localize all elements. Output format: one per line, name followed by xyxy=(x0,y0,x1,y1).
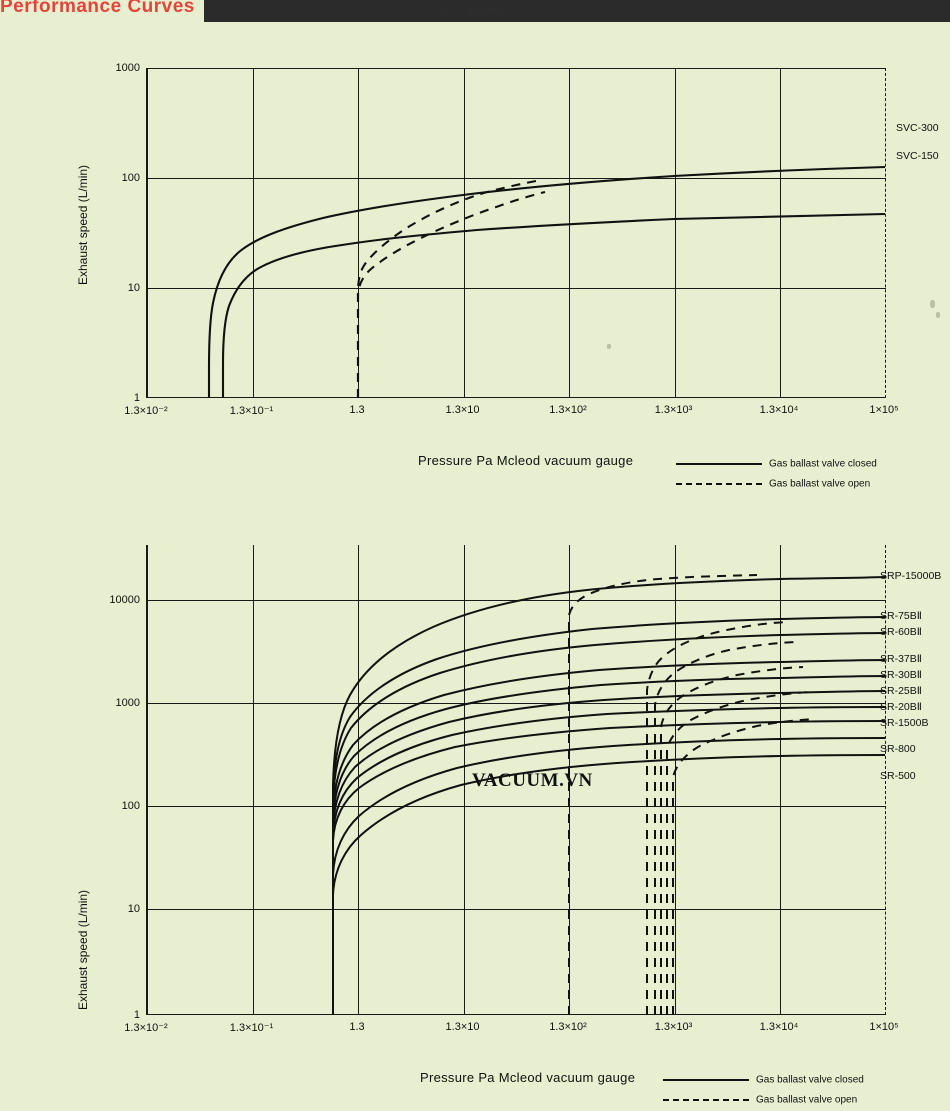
chart2-ytick-10000: 10000 xyxy=(109,594,140,606)
chart2-ytick-1: 1 xyxy=(133,1009,140,1021)
chart-sr-series xyxy=(0,530,950,1110)
chart2-xtick-1: 1.3×10⁻² xyxy=(124,1022,168,1034)
chart2-curve-label-srp-15000b: SRP-15000B xyxy=(880,570,942,582)
chart1-xtick-2: 1.3×10⁻¹ xyxy=(229,405,274,417)
chart2-ytick-100: 100 xyxy=(121,800,140,812)
chart2-curve-label-sr-60b: SR-60BⅡ xyxy=(880,626,922,638)
legend-dashed-line-icon xyxy=(663,1099,749,1101)
legend-solid-line-icon xyxy=(676,463,762,465)
chart1-legend-open xyxy=(676,475,870,493)
chart1-curve-label-svc-150: SVC-150 xyxy=(896,150,939,162)
chart2-x-axis-title: Pressure Pa Mcleod vacuum gauge xyxy=(420,1070,636,1085)
chart1-ytick-1000: 1000 xyxy=(115,62,140,74)
chart1-xtick-7: 1.3×10⁴ xyxy=(759,404,799,416)
chart2-curve-label-sr-20b: SR-20BⅡ xyxy=(880,701,922,713)
legend-label-closed: Gas ballast valve closed xyxy=(769,458,877,470)
chart2-xtick-8: 1×10⁵ xyxy=(869,1021,899,1033)
chart2-curve-label-sr-500: SR-500 xyxy=(880,770,916,782)
chart1-ytick-100: 100 xyxy=(121,172,140,184)
chart1-xtick-4: 1.3×10 xyxy=(445,404,480,416)
chart1-ytick-10: 10 xyxy=(127,282,140,294)
watermark: VACUUM.VN xyxy=(472,770,593,791)
header-secondary-text: ポンプ 性能曲線 xyxy=(438,6,504,16)
chart1-x-axis-title: Pressure Pa Mcleod vacuum gauge xyxy=(418,453,634,468)
legend-solid-line-icon xyxy=(663,1079,749,1081)
chart2-legend-closed xyxy=(663,1071,864,1089)
chart2-xtick-3: 1.3 xyxy=(349,1021,365,1033)
chart2-curve-label-sr-800: SR-800 xyxy=(880,743,916,755)
chart1-legend-closed xyxy=(676,455,877,473)
chart2-xtick-5: 1.3×10² xyxy=(549,1021,587,1033)
chart2-curve-label-sr-30b: SR-30BⅡ xyxy=(880,669,922,681)
legend-label-closed: Gas ballast valve closed xyxy=(756,1074,864,1086)
chart1-xtick-1: 1.3×10⁻² xyxy=(124,405,168,417)
legend-label-open: Gas ballast valve open xyxy=(769,478,871,490)
chart2-xtick-2: 1.3×10⁻¹ xyxy=(229,1022,274,1034)
chart2-curve-label-sr-1500b: SR-1500B xyxy=(880,717,929,729)
chart1-y-axis-title: Exhaust speed (L/min) xyxy=(76,164,90,285)
chart2-ytick-10: 10 xyxy=(127,903,140,915)
chart1-xtick-8: 1×10⁵ xyxy=(869,404,899,416)
chart2-curve-label-sr-37b: SR-37BⅡ xyxy=(880,653,922,665)
chart1-ytick-1: 1 xyxy=(133,392,140,404)
legend-dashed-line-icon xyxy=(676,483,762,485)
chart1-xtick-5: 1.3×10² xyxy=(549,404,587,416)
chart2-ytick-1000: 1000 xyxy=(115,697,140,709)
legend-label-open: Gas ballast valve open xyxy=(756,1094,858,1106)
chart2-xtick-4: 1.3×10 xyxy=(445,1021,480,1033)
chart2-xtick-7: 1.3×10⁴ xyxy=(759,1021,799,1033)
chart1-plot-area xyxy=(146,68,885,398)
chart-svc-series xyxy=(0,0,950,500)
page-title: Performance Curves xyxy=(0,0,195,17)
chart2-xtick-6: 1.3×10³ xyxy=(654,1021,693,1033)
chart2-curve-label-sr-25b: SR-25BⅡ xyxy=(880,685,922,697)
chart2-curve-label-sr-75b: SR-75BⅡ xyxy=(880,610,922,622)
chart2-y-axis-title: Exhaust speed (L/min) xyxy=(76,889,90,1010)
chart1-curve-label-svc-300: SVC-300 xyxy=(896,122,939,134)
chart1-xtick-3: 1.3 xyxy=(349,404,365,416)
chart1-xtick-6: 1.3×10³ xyxy=(654,404,693,416)
chart2-legend-open xyxy=(663,1091,857,1109)
chart1-curves xyxy=(147,68,886,398)
